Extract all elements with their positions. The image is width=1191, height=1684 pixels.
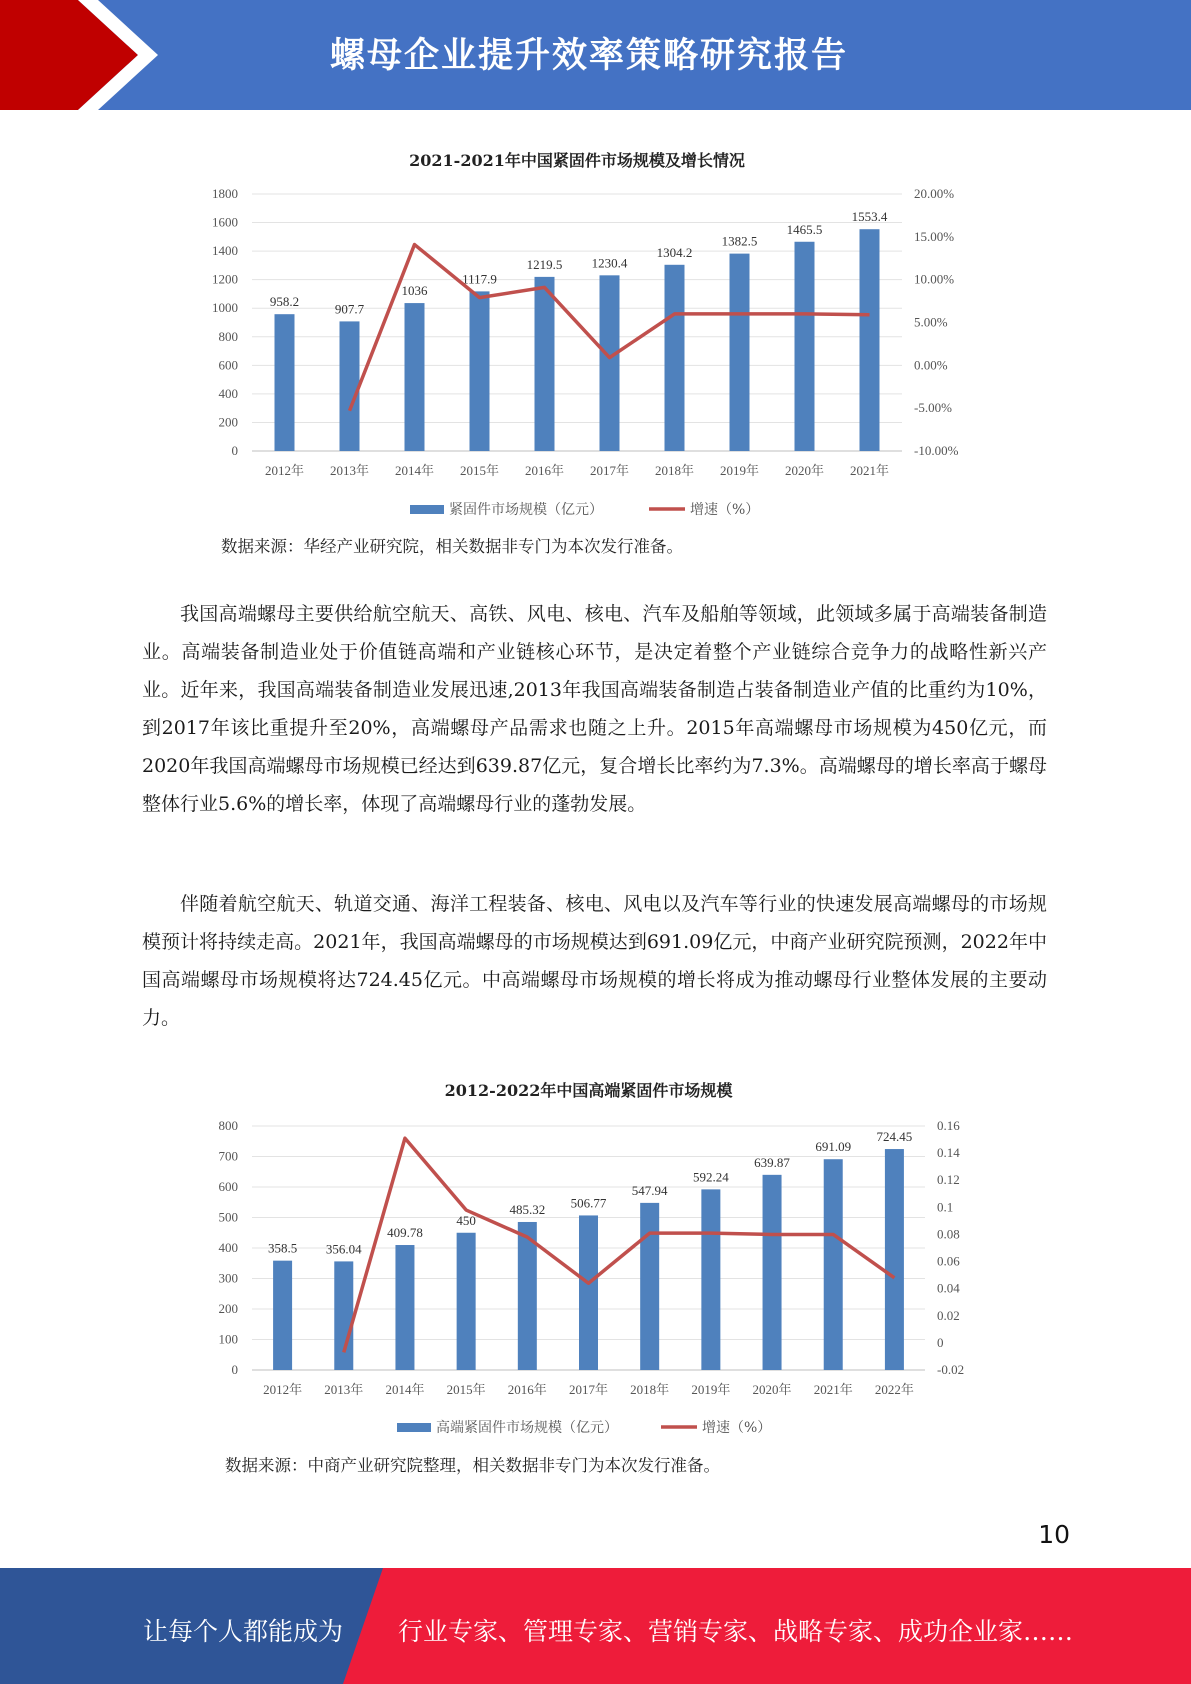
chart-2-y2-tick-label: 0.12	[937, 1172, 960, 1188]
chart-1-y2-tick-label: 5.00%	[914, 314, 948, 330]
chart-2-y-tick-label: 600	[218, 1179, 238, 1194]
chart-2-y-tick-label: 500	[218, 1209, 238, 1225]
chart-2-y2-tick-label: 0	[937, 1334, 944, 1350]
chart-fastener-market	[190, 140, 990, 530]
document-title: 螺母企业提升效率策略研究报告	[330, 36, 849, 76]
paragraph-high-end-nut-forecast: 伴随着航空航天、轨道交通、海洋工程装备、核电、风电以及汽车等行业的快速发展高端螺母的市场规模预计将持续走高。2021年，我国高端螺母的市场规模达到691.09亿元，中商产业研究院预测，2022年中国高端螺母市场规模将达724.45亿元。中高端螺母市场规模的增长将成为推动螺母行业整体发展的主要动力。	[142, 893, 1047, 1029]
chart-1-x-tick-label: 2012年	[264, 463, 305, 478]
chart-1-y-tick-label: 1600	[212, 214, 238, 230]
chart-2-x-tick-label: 2016年	[507, 1382, 547, 1397]
chart-2-bar	[640, 1203, 659, 1370]
chart-2-x-tick-label: 2019年	[691, 1382, 731, 1397]
chart-1-x-tick-label: 2014年	[394, 463, 435, 478]
footer-slogan-left: 让每个人都能成为	[143, 1617, 344, 1646]
chart-2-legend-bar-swatch	[397, 1423, 431, 1432]
chart-2-bar-label: 592.24	[692, 1169, 729, 1185]
chart-2-bar-label: 506.77	[570, 1195, 607, 1211]
page-footer	[0, 1568, 1191, 1684]
chart-1-x-tick-label: 2020年	[784, 463, 825, 478]
chart-1-x-tick-label: 2015年	[459, 463, 500, 478]
chart-high-end-fastener-market	[190, 1070, 990, 1445]
chart-1-y2-tick-label: 20.00%	[914, 186, 955, 201]
chart-2-bar-label: 691.09	[815, 1139, 852, 1155]
chart-1-y-tick-label: 1000	[212, 300, 238, 316]
chart-1-y-tick-label: 200	[218, 414, 238, 430]
chart-2-legend-line-label: 增速（%）	[702, 1420, 772, 1436]
chart-2-y2-tick-label: 0.06	[937, 1253, 960, 1269]
chart-1-y2-tick-label: 10.00%	[914, 271, 955, 287]
chart-2-y-tick-label: 800	[218, 1118, 238, 1133]
chart-2-y2-tick-label: 0.1	[937, 1199, 954, 1215]
chart-1-svg	[190, 140, 990, 530]
chart-1-y2-tick-label: -5.00%	[914, 400, 952, 416]
chart-2-title: 2012-2022年中国高端紧固件市场规模	[444, 1081, 733, 1100]
chart-2-bar	[457, 1233, 476, 1370]
chart-2-bar	[334, 1261, 353, 1370]
chart-1-bar	[275, 314, 295, 451]
chart-2-legend-bar-label: 高端紧固件市场规模（亿元）	[436, 1420, 618, 1436]
chart-2-bar	[701, 1189, 720, 1370]
chart-1-bar	[665, 265, 685, 451]
chart-2-y2-tick-label: 0.04	[937, 1280, 960, 1296]
chart-2-x-tick-label: 2018年	[630, 1382, 670, 1397]
chart-1-bar-label: 1230.4	[591, 255, 628, 271]
chart-2-bar-label: 450	[456, 1212, 476, 1228]
chart-1-legend-bar-label: 紧固件市场规模（亿元）	[449, 502, 603, 518]
chart-1-legend-line-label: 增速（%）	[690, 502, 760, 518]
chart-2-y2-tick-label: 0.08	[937, 1226, 960, 1242]
chart-1-bar	[535, 277, 555, 451]
chart-2-bar	[885, 1149, 904, 1370]
chart-1-y-tick-label: 0	[231, 443, 238, 458]
chart-1-bar	[340, 321, 360, 451]
chart-2-svg	[190, 1070, 990, 1445]
chart-1-y-tick-label: 1400	[212, 243, 238, 259]
chart-1-bar-label: 1304.2	[656, 244, 693, 260]
chart-1-title: 2021-2021年中国紧固件市场规模及增长情况	[409, 151, 745, 170]
chart-2-source: 数据来源：中商产业研究院整理，相关数据非专门为本次发行准备。	[225, 1456, 720, 1475]
chart-1-bar	[860, 229, 880, 451]
chart-2-bar-label: 358.5	[267, 1240, 298, 1256]
chart-2-bar-label: 356.04	[325, 1241, 362, 1257]
chart-1-x-tick-label: 2018年	[654, 463, 695, 478]
chart-2-y2-tick-label: 0.14	[937, 1145, 960, 1161]
chart-1-bar-label: 907.7	[334, 301, 365, 317]
footer-slogan-right: 行业专家、管理专家、营销专家、战略专家、成功企业家……	[398, 1617, 1074, 1646]
chart-2-bar-label: 547.94	[631, 1182, 668, 1198]
chart-2-bar	[763, 1175, 782, 1370]
chart-2-bar	[395, 1245, 414, 1370]
paragraph-high-end-nut-demand: 我国高端螺母主要供给航空航天、高铁、风电、核电、汽车及船舶等领域，此领域多属于高端装备制造业。高端装备制造业处于价值链高端和产业链核心环节，是决定着整个产业链综合竞争力的战略性新兴产业。近年来，我国高端装备制造业发展迅速,2013年我国高端装备制造占装备制造业产值的比重约为10%，到2017年该比重提升至20%，高端螺母产品需求也随之上升。2015年高端螺母市场规模为450亿元，而2020年我国高端螺母市场规模已经达到639.87亿元，复合增长比率约为7.3%。高端螺母的增长率高于螺母整体行业5.6%的增长率，体现了高端螺母行业的蓬勃发展。	[142, 603, 1047, 815]
chart-2-bar	[579, 1215, 598, 1370]
chart-1-source: 数据来源：华经产业研究院，相关数据非专门为本次发行准备。	[221, 537, 683, 556]
chart-1-bar	[730, 254, 750, 451]
chart-2-y-tick-label: 400	[218, 1240, 238, 1255]
chart-1-y-tick-label: 400	[218, 385, 238, 401]
chart-2-y-tick-label: 200	[218, 1301, 238, 1316]
chart-2-x-tick-label: 2014年	[385, 1382, 425, 1397]
chart-2-y-tick-label: 0	[231, 1362, 238, 1377]
chart-2-bar-label: 409.78	[387, 1225, 423, 1241]
chart-1-bar	[795, 242, 815, 451]
chart-1-y2-tick-label: -10.00%	[914, 443, 959, 458]
chart-1-x-tick-label: 2021年	[849, 463, 890, 478]
chart-1-y-tick-label: 1800	[212, 186, 238, 201]
chart-1-x-tick-label: 2013年	[329, 463, 370, 478]
chart-1-bar-label: 1036	[401, 283, 428, 299]
chart-2-y2-tick-label: 0.02	[937, 1307, 960, 1323]
chart-2-y-tick-label: 100	[218, 1331, 238, 1347]
chart-1-y2-tick-label: 0.00%	[914, 357, 948, 373]
chart-1-bar-label: 1553.4	[851, 209, 888, 225]
chart-1-bar-label: 1219.5	[526, 256, 563, 272]
chart-1-bar	[405, 303, 425, 451]
chart-1-bar	[600, 275, 620, 451]
chart-1-x-tick-label: 2019年	[719, 463, 760, 478]
chart-2-growth-line	[344, 1138, 895, 1352]
chart-2-bar-label: 724.45	[876, 1129, 913, 1145]
chart-2-x-tick-label: 2021年	[813, 1382, 853, 1397]
chart-2-bar	[824, 1159, 843, 1370]
chart-1-y-tick-label: 600	[218, 357, 238, 373]
chart-1-bar-label: 1382.5	[721, 233, 758, 249]
chart-1-x-tick-label: 2017年	[589, 463, 630, 478]
page-header	[0, 0, 1191, 110]
chart-2-x-tick-label: 2017年	[568, 1382, 609, 1397]
chart-1-y-tick-label: 1200	[212, 271, 238, 287]
chart-1-bar-label: 1465.5	[786, 221, 823, 237]
chart-2-y2-tick-label: -0.02	[937, 1362, 965, 1377]
chart-2-x-tick-label: 2022年	[874, 1382, 914, 1397]
chart-2-bar	[273, 1261, 292, 1370]
chart-2-y-tick-label: 700	[218, 1148, 238, 1164]
chart-1-bar	[470, 291, 490, 451]
chart-2-bar-label: 639.87	[754, 1154, 790, 1170]
chart-2-x-tick-label: 2012年	[263, 1382, 303, 1397]
chart-1-bar-label: 1117.9	[462, 271, 497, 287]
chart-1-legend-bar-swatch	[410, 505, 444, 514]
chart-2-bar-label: 485.32	[509, 1201, 546, 1217]
chart-1-y-tick-label: 800	[218, 328, 238, 344]
page-number: 10	[1038, 1520, 1070, 1549]
chart-1-bar-label: 958.2	[269, 294, 300, 310]
chart-2-x-tick-label: 2015年	[446, 1382, 486, 1397]
chart-2-x-tick-label: 2013年	[324, 1382, 364, 1397]
chart-2-x-tick-label: 2020年	[752, 1382, 792, 1397]
chart-2-y-tick-label: 300	[218, 1270, 238, 1286]
chart-1-x-tick-label: 2016年	[524, 463, 565, 478]
chart-2-y2-tick-label: 0.16	[937, 1118, 960, 1133]
chart-1-y2-tick-label: 15.00%	[914, 228, 955, 244]
